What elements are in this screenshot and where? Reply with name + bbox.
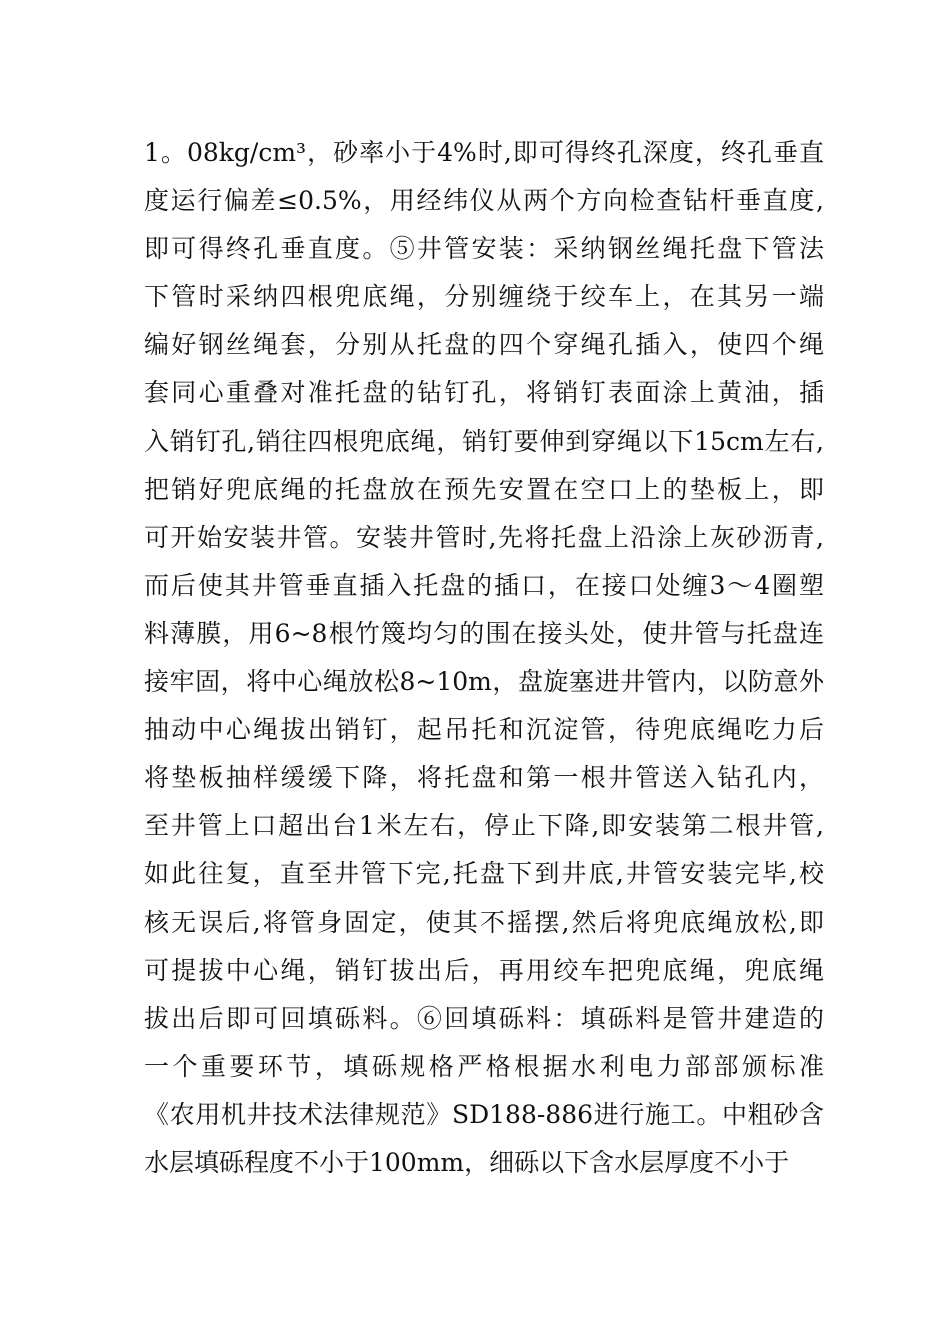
text-line-4: 下管时采纳四根兜底绳，分别缠绕于绞车上，在其另一端 [144,282,824,312]
text-line-8: 把销好兜底绳的托盘放在预先安置在空口上的垫板上，即 [144,474,824,504]
text-line-13: 抽动中心绳拔出销钉，起吊托和沉淀管，待兜底绳吃力后 [144,715,824,745]
text-line-21: 《农用机井技术法律规范》SD188-886进行施工。中粗砂含 [144,1099,824,1129]
text-line-20: 一个重要环节，填砾规格严格根据水利电力部部颁标准 [144,1051,824,1081]
body-text [144,129,824,1187]
text-line-19: 拔出后即可回填砾料。⑥回填砾料：填砾料是管井建造的 [144,1003,824,1033]
text-line-1: 1。08kg/cm³，砂率小于4%时,即可得终孔深度，终孔垂直 [144,138,824,167]
text-line-12: 接牢固，将中心绳放松8~10m，盘旋塞进井管内，以防意外 [144,667,824,697]
text-line-3: 即可得终孔垂直度。⑤井管安装：采纳钢丝绳托盘下管法 [144,234,824,264]
text-line-15: 至井管上口超出台1米左右，停止下降,即安装第二根井管, [144,811,824,841]
text-line-11: 料薄膜，用6~8根竹篾均匀的围在接头处，使井管与托盘连 [144,618,824,648]
text-line-22: 水层填砾程度不小于100mm，细砾以下含水层厚度不小于 [144,1147,790,1177]
text-line-5: 编好钢丝绳套，分别从托盘的四个穿绳孔插入，使四个绳 [144,330,824,360]
text-line-17: 核无误后,将管身固定，使其不摇摆,然后将兜底绳放松,即 [144,907,824,937]
text-line-9: 可开始安装井管。安装井管时,先将托盘上沿涂上灰砂沥青, [144,522,824,552]
text-line-2: 度运行偏差≤0.5%，用经纬仪从两个方向检查钻杆垂直度, [144,186,824,216]
text-line-16: 如此往复，直至井管下完,托盘下到井底,井管安装完毕,校 [144,859,824,889]
text-line-18: 可提拔中心绳，销钉拔出后，再用绞车把兜底绳，兜底绳 [144,955,824,985]
text-line-14: 将垫板抽样缓缓下降，将托盘和第一根井管送入钻孔内， [144,763,824,793]
text-line-10: 而后使其井管垂直插入托盘的插口，在接口处缠3～4圈塑 [144,570,824,600]
text-line-6: 套同心重叠对准托盘的钻钉孔，将销钉表面涂上黄油，插 [144,378,824,408]
text-line-7: 入销钉孔,销往四根兜底绳，销钉要伸到穿绳以下15cm左右, [144,426,824,456]
